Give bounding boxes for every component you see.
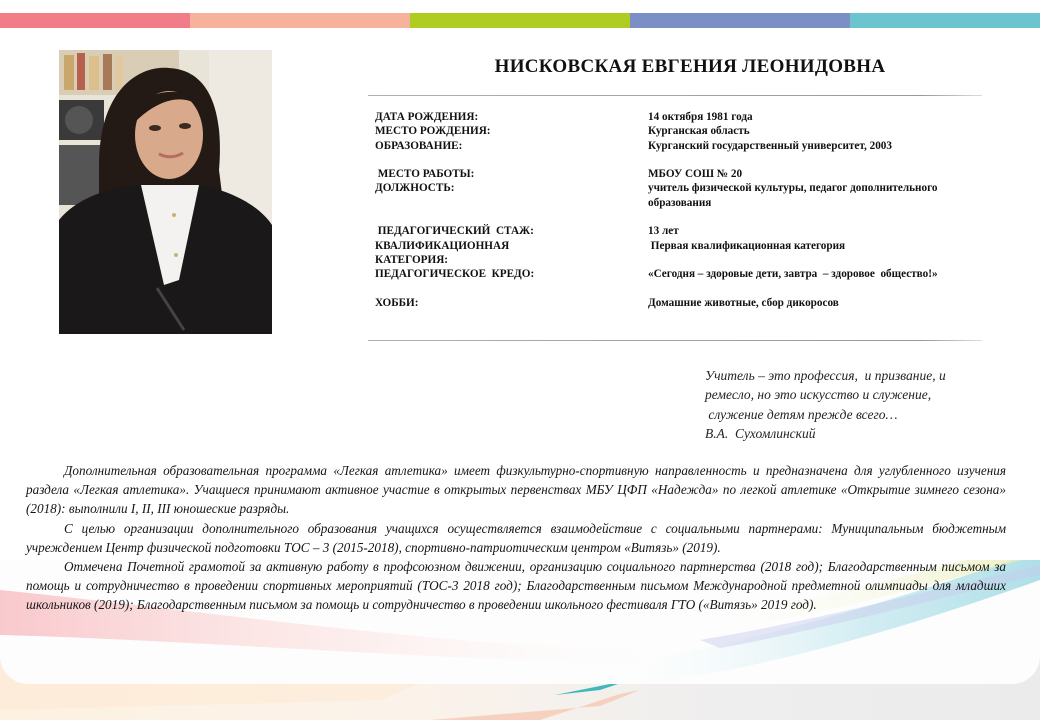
info-label: ДОЛЖНОСТЬ: [375, 182, 455, 195]
paragraph-partners: С целью организации дополнительного образования учащихся осуществляется взаимодействие с социальными партнерами: Муниципальным бюджетным учреждением Центр физической подготовки ТОС – 3 (2015-2018), спортивно-патриотическим центром «Витязь» (2019). [26, 520, 1006, 555]
description-text [26, 461, 1006, 615]
info-value: учитель физической культуры, педагог дополнительного образования [648, 182, 938, 209]
portrait-photo [59, 50, 272, 334]
info-row-birth-date [375, 110, 975, 124]
info-label: КВАЛИФИКАЦИОННАЯ КАТЕГОРИЯ: [375, 239, 510, 266]
stripe-segment-peach [190, 13, 410, 28]
paragraph-program: Дополнительная образовательная программа «Легкая атлетика» имеет физкультурно-спортивную направленность и предназначена для углубленного изучения раздела «Легкая атлетика». Учащиеся принимают активное участие в открытых первенствах МБУ ЦФП «Надежда» по легкой атлетике «Открытие зимнего сезона» (2018): выполнили I, II, III юношеские разряды. [26, 463, 1006, 517]
info-row-experience [375, 224, 975, 238]
info-value: Курганская область [648, 125, 750, 138]
info-row-birth-place [375, 124, 975, 138]
info-label: ПЕДАГОГИЧЕСКОЕ КРЕДО: [375, 268, 535, 281]
bottom-divider-line [368, 340, 982, 341]
info-label: МЕСТО РАБОТЫ: [375, 168, 475, 181]
portrait-illustration [59, 50, 272, 334]
info-value: «Сегодня – здоровые дети, завтра – здоровое общество!» [648, 268, 938, 281]
info-label: ДАТА РОЖДЕНИЯ: [375, 111, 479, 123]
info-value: 13 лет [648, 225, 679, 238]
info-label: ХОББИ: [375, 296, 419, 309]
top-divider-line [368, 95, 982, 96]
header-color-stripe [0, 13, 1040, 28]
info-value: Курганский государственный университет, 2003 [648, 139, 892, 152]
info-value: Первая квалификационная категория [648, 239, 846, 252]
info-value: Домашние животные, сбор дикоросов [648, 296, 839, 309]
stripe-segment-pink [0, 13, 190, 28]
info-row-education [375, 139, 975, 153]
epigraph-author: В.А. Сухомлинский [705, 425, 816, 441]
info-value: 14 октября 1981 года [648, 111, 753, 123]
person-name-title: НИСКОВСКАЯ ЕВГЕНИЯ ЛЕОНИДОВНА [494, 56, 886, 77]
info-row-hobby [375, 296, 975, 310]
info-row-position [375, 181, 975, 210]
info-label: МЕСТО РОЖДЕНИЯ: [375, 125, 491, 138]
epigraph-line: ремесло, но это искусство и служение, [705, 387, 932, 403]
info-label: ПЕДАГОГИЧЕСКИЙ СТАЖ: [375, 225, 534, 238]
info-label: ОБРАЗОВАНИЕ: [375, 139, 463, 152]
epigraph-quote [705, 366, 1015, 443]
profile-info-table [375, 110, 975, 310]
info-value: МБОУ СОШ № 20 [648, 168, 743, 181]
stripe-segment-teal [850, 13, 1040, 28]
info-row-workplace [375, 167, 975, 181]
info-row-credo [375, 267, 975, 281]
epigraph-line: служение детям прежде всего… [705, 406, 898, 422]
info-row-qualification [375, 239, 975, 268]
epigraph-line: Учитель – это профессия, и призвание, и [705, 368, 946, 383]
stripe-segment-green [410, 13, 630, 28]
paragraph-awards: Отмечена Почетной грамотой за активную работу в профсоюзном движении, организацию социального партнерства (2018 год); Благодарственным письмом за помощь и сотрудничество в проведении спортивных мероприятий (ТОС-3 2018 год); Благодарственным письмом Международной предметной олимпиады для младших школьников (2019); Благодарственным письмом за помощь и сотрудничество в проведении школьного фестиваля ГТО («Витязь» 2019 год). [26, 559, 1006, 613]
stripe-segment-blue [630, 13, 850, 28]
